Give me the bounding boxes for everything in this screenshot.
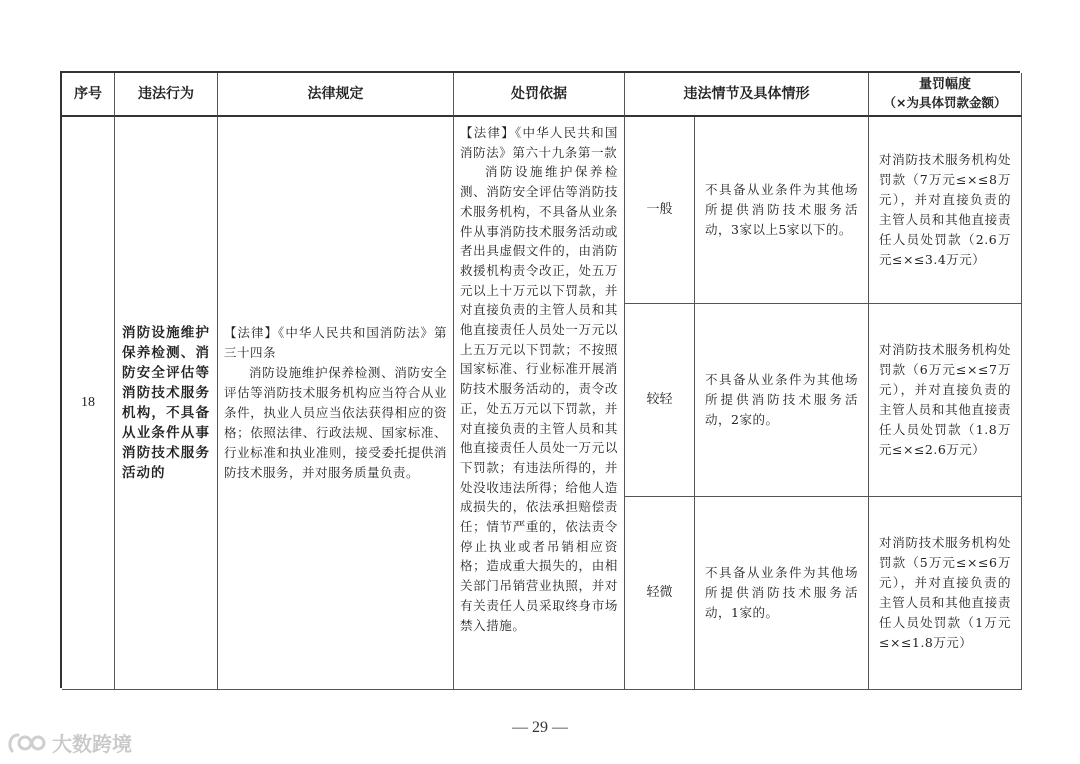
detail-general-text: 不具备从业条件为其他场所提供消防技术服务活动，3家以上5家以下的。 [705,182,858,237]
detail-minor-text: 不具备从业条件为其他场所提供消防技术服务活动，1家的。 [705,565,858,620]
penalty-table [60,71,1020,688]
penalty-basis [454,117,625,690]
level-minor: 轻微 [625,497,695,690]
fine-lighter-text: 对消防技术服务机构处罚款（6万元≤×≤7万元），并对直接负责的主管人员和其他直接责任人员处罚款（1.8万元≤×≤2.6万元） [879,342,1011,457]
page-number: — 29 — [512,719,568,736]
detail-lighter-text: 不具备从业条件为其他场所提供消防技术服务活动，2家的。 [705,372,858,427]
penalty-basis-title: 【法律】《中华人民共和国消防法》第六十九条第一款 [460,125,618,160]
watermark [8,728,132,757]
level-lighter: 较轻 [625,304,695,497]
penalty-basis-body: 消防设施维护保养检测、消防安全评估等消防技术服务机构，不具备从业条件从事消防技术服务活动或者出具虚假文件的，由消防救援机构责令改正，处五万元以上十万元以下罚款，并对直接负责的主管人员和其他直接责任人员处一万元以上五万元以下罚款；不按照国家标准、行业标准开展消防技术服务活动的，责令改正，处五万元以下罚款，并对直接负责的主管人员和其他直接责任人员处一万元以下罚款；有违法所得的，并处没收违法所得；给他人造成损失的，依法承担赔偿责任；情节严重的，依法责令停止执业或者吊销相应资格；造成重大损失的，由相关部门吊销营业执照，并对有关责任人员采取终身市场禁入措施。 [460,164,618,633]
fine-general [869,117,1022,304]
header-fine [869,73,1022,117]
header-seq: 序号 [62,73,115,117]
law-provision [218,117,454,690]
law-provision-body: 消防设施维护保养检测、消防安全评估等消防技术服务机构应当符合从业条件，执业人员应当依法获得相应的资格；依照法律、行政法规、国家标准、行业标准和执业准则，接受委托提供消防技术服务，并对服务质量负责。 [224,365,447,480]
row-seq: 18 [62,117,115,690]
header-fine-title: 量罚幅度 [918,77,971,92]
level-general: 一般 [625,117,695,304]
detail-minor [695,497,869,690]
violation-act-text: 消防设施维护保养检测、消防安全评估等消防技术服务机构，不具备从业条件从事消防技术服务活动的 [122,325,210,481]
violation-act [115,117,218,690]
fine-lighter [869,304,1022,497]
fine-general-text: 对消防技术服务机构处罚款（7万元≤×≤8万元），并对直接负责的主管人员和其他直接责任人员处罚款（2.6万元≤×≤3.4万元） [879,152,1011,267]
header-basis: 处罚依据 [454,73,625,117]
header-fine-subtitle: （×为具体罚款金额） [883,95,1007,110]
header-act: 违法行为 [115,73,218,117]
header-detail: 违法情节及具体情形 [625,73,869,117]
fine-minor-text: 对消防技术服务机构处罚款（5万元≤×≤6万元），并对直接负责的主管人员和其他直接责任人员处罚款（1万元≤×≤1.8万元） [879,535,1011,650]
brand-logo-icon [8,731,48,755]
detail-general [695,117,869,304]
detail-lighter [695,304,869,497]
law-provision-title: 【法律】《中华人民共和国消防法》第三十四条 [224,325,447,360]
watermark-text: 大数跨境 [52,732,132,756]
header-law: 法律规定 [218,73,454,117]
fine-minor [869,497,1022,690]
